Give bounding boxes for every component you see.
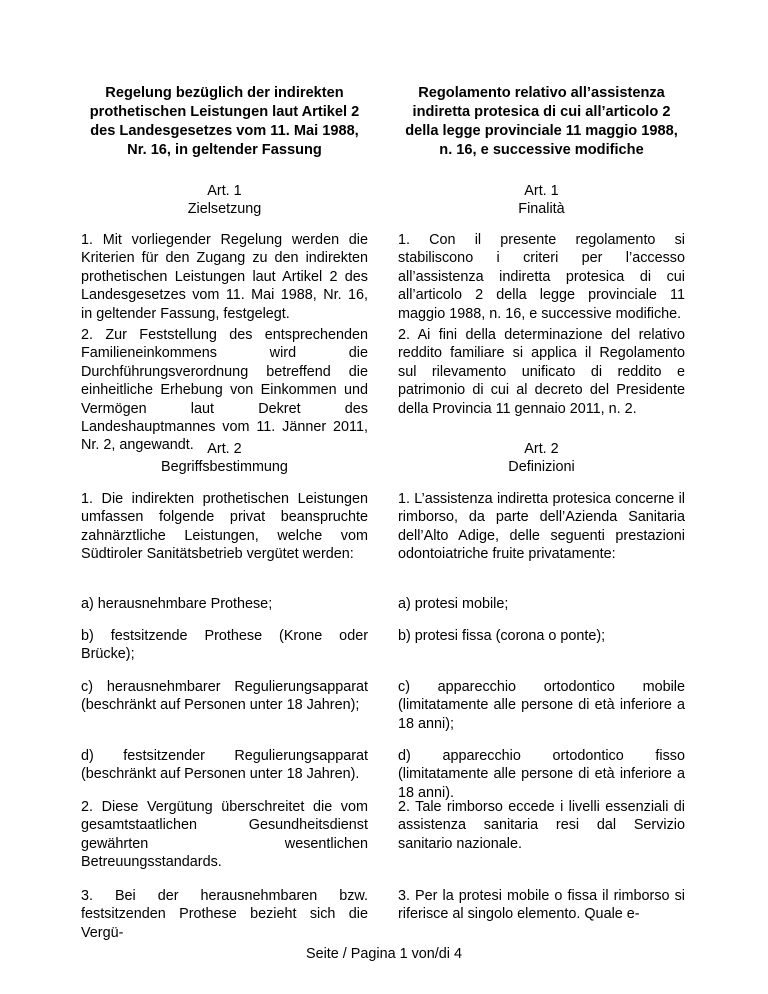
german-item-d: d) festsitzender Regulierungsapparat (beschränkt auf Personen unter 18 Jahren). [81,748,368,783]
german-art2-paragraph-2: 2. Diese Vergütung überschreitet die vom gesamtstaatlichen Gesundheitsdienst gewährten wesentlichen Betreuungsstandards. [81,799,368,871]
german-art2-number: Art. 2 [207,441,242,457]
german-art2-paragraph-3: 3. Bei der herausnehmbaren bzw. festsitzenden Prothese bezieht sich die Vergü- [81,888,368,941]
italian-item-a: a) protesi mobile; [398,596,509,612]
italian-art1-heading: Finalità [518,201,565,217]
german-art1-number: Art. 1 [207,183,242,199]
german-title: Regelung bezüglich der indirekten prothetischen Leistungen laut Artikel 2 des Landesgesetzes vom 11. Mai 1988, Nr. 16, in geltender Fassung [89,85,360,158]
german-art1-paragraph-1: 1. Mit vorliegender Regelung werden die Kriterien für den Zugang zu den indirekten prothetischen Leistungen laut Artikel 2 des Landesgesetzes vom 11. Mai 1988, Nr. 16, in geltender Fassung, festgelegt. [81,232,368,322]
german-item-a: a) herausnehmbare Prothese; [81,596,273,612]
italian-column [398,0,685,994]
german-item-c: c) herausnehmbarer Regulierungsapparat (beschränkt auf Personen unter 18 Jahren); [81,679,368,714]
italian-title: Regolamento relativo all’assistenza indiretta protesica di cui all’articolo 2 della legge provinciale 11 maggio 1988, n. 16, e successive modifiche [405,85,678,158]
german-art1-heading: Zielsetzung [187,201,262,217]
page-footer: Seite / Pagina 1 von/di 4 [305,946,462,962]
italian-art1-paragraph-2: 2. Ai fini della determinazione del relativo reddito familiare si applica il Regolamento sul rilevamento unificato di reddito e patrimonio di cui al decreto del Presidente della Provincia 11 gennaio 2011, n. 2. [398,327,685,417]
italian-art2-paragraph-2: 2. Tale rimborso eccede i livelli essenziali di assistenza sanitaria resi dal Servizio sanitario nazionale. [398,799,685,852]
german-art2-paragraph-1: 1. Die indirekten prothetischen Leistungen umfassen folgende privat beanspruchte zahnärztliche Leistungen, welche vom Südtiroler Sanitätsbetrieb vergütet werden: [81,491,368,563]
italian-art2-number: Art. 2 [524,441,559,457]
german-column [81,0,368,994]
italian-item-d: d) apparecchio ortodontico fisso (limitatamente alle persone di età inferiore a 18 anni). [398,748,685,801]
italian-item-c: c) apparecchio ortodontico mobile (limitatamente alle persone di età inferiore a 18 anni); [398,679,685,732]
italian-art1-paragraph-1: 1. Con il presente regolamento si stabiliscono i criteri per l’accesso all’assistenza indiretta protesica di cui all’articolo 2 della legge provinciale 11 maggio 1988, n. 16, e successive modifiche. [398,232,685,322]
german-art2-heading: Begriffsbestimmung [161,459,288,475]
german-art1-paragraph-2: 2. Zur Feststellung des entsprechenden Familieneinkommens wird die Durchführungsverordnung betreffend die einheitliche Erhebung von Einkommen und Vermögen laut Dekret des Landeshauptmannes vom 11. Jänner 2011, Nr. 2, angewandt. [81,327,368,454]
italian-art2-paragraph-3: 3. Per la protesi mobile o fissa il rimborso si riferisce al singolo elemento. Quale e- [398,888,685,923]
italian-art2-heading: Definizioni [508,459,575,475]
italian-art1-number: Art. 1 [524,183,559,199]
italian-item-b: b) protesi fissa (corona o ponte); [398,628,606,644]
italian-art2-paragraph-1: 1. L’assistenza indiretta protesica concerne il rimborso, da parte dell’Azienda Sanitaria dell’Alto Adige, delle seguenti prestazioni odontoiatriche fruite privatamente: [398,491,685,563]
german-item-b: b) festsitzende Prothese (Krone oder Brücke); [81,628,368,663]
